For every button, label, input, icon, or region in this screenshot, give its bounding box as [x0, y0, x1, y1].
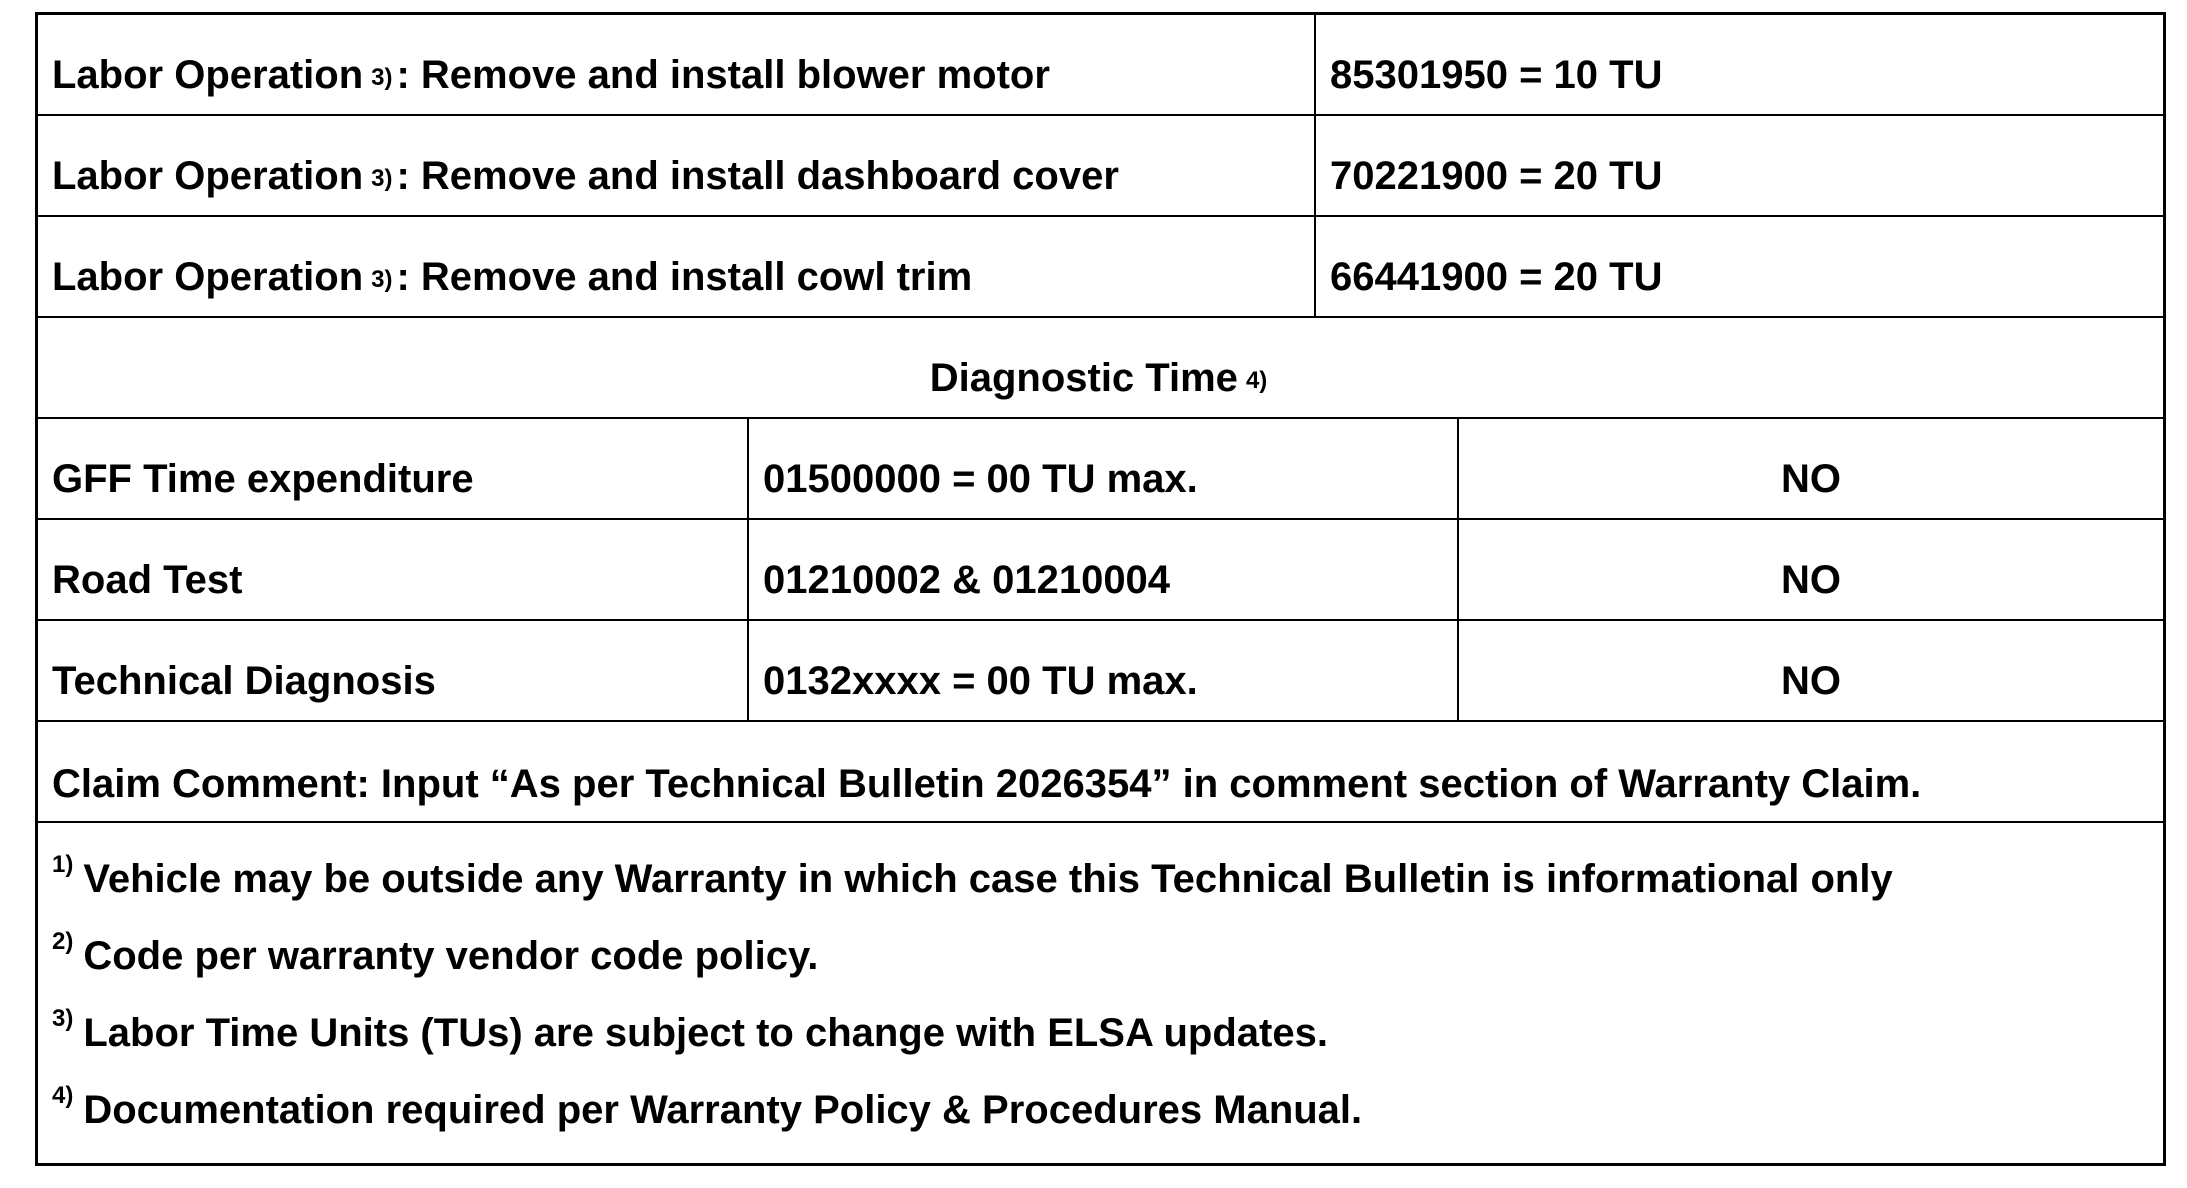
labor-operation-cell: Labor Operation $^{3)}$ : Remove and install dashboard cover: [52, 154, 1119, 198]
diagnostic-name-cell: [38, 520, 747, 619]
diagnostic-row: [38, 419, 2163, 520]
labor-code-cell: [1314, 217, 2163, 316]
labor-operation-desc: : Remove and install dashboard cover: [396, 154, 1119, 198]
footnote: [52, 995, 2149, 1072]
diagnostic-value: NO: [1781, 659, 1841, 703]
labor-code: 66441900 = 20 TU: [1330, 255, 1663, 299]
footnote: [52, 918, 2149, 995]
diagnostic-time-header: Diagnostic Time $^{4)}$: [929, 356, 1268, 400]
footnote-text: Code per warranty vendor code policy.: [83, 934, 819, 978]
footnote-marker: 3): [52, 1005, 74, 1032]
warranty-labor-table: [35, 12, 2166, 1166]
diagnostic-name: GFF Time expenditure: [52, 457, 474, 501]
diagnostic-value-cell: [1457, 621, 2163, 720]
footnote-text: Labor Time Units (TUs) are subject to change with ELSA updates.: [83, 1011, 1328, 1055]
diagnostic-name: Technical Diagnosis: [52, 659, 436, 703]
footnote-marker: 1): [52, 851, 74, 878]
footnote-text: Vehicle may be outside any Warranty in which case this Technical Bulletin is informational only: [83, 857, 1893, 901]
diagnostic-row: [38, 520, 2163, 621]
diagnostic-row: [38, 621, 2163, 722]
labor-code-cell: [1314, 15, 2163, 114]
diagnostic-time-label: Diagnostic Time: [929, 356, 1238, 400]
claim-comment: Claim Comment: Input “As per Technical Bulletin 2026354” in comment section of Warranty Claim.: [52, 762, 1922, 806]
diagnostic-value: NO: [1781, 457, 1841, 501]
footnote: [52, 1072, 2149, 1149]
footnote-marker: 4): [52, 1082, 74, 1109]
diagnostic-name: Road Test: [52, 558, 243, 602]
diagnostic-code-cell: [747, 621, 1457, 720]
labor-operation-desc: : Remove and install blower motor: [396, 53, 1050, 97]
labor-operation-label: Labor Operation: [52, 255, 364, 299]
diagnostic-code-cell: [747, 419, 1457, 518]
labor-operation-label: Labor Operation: [52, 53, 364, 97]
footnote-marker: 2): [52, 928, 74, 955]
diagnostic-code-cell: [747, 520, 1457, 619]
labor-operation-label: Labor Operation: [52, 154, 364, 198]
labor-operation-desc: : Remove and install cowl trim: [396, 255, 973, 299]
labor-operation-cell: Labor Operation $^{3)}$ : Remove and install cowl trim: [52, 255, 973, 299]
labor-operation-cell: Labor Operation $^{3)}$ : Remove and install blower motor: [52, 53, 1050, 97]
labor-code: 85301950 = 10 TU: [1330, 53, 1663, 97]
labor-operation-row: [38, 217, 2163, 318]
diagnostic-code: 01500000 = 00 TU max.: [763, 457, 1198, 501]
diagnostic-value-cell: [1457, 520, 2163, 619]
labor-operation-row: [38, 116, 2163, 217]
claim-comment-row: [38, 722, 2163, 823]
diagnostic-value-cell: [1457, 419, 2163, 518]
labor-operation-row: [38, 15, 2163, 116]
claim-comment-cell: [38, 722, 2163, 821]
diagnostic-name-cell: [38, 621, 747, 720]
footnote-text: Documentation required per Warranty Policy & Procedures Manual.: [83, 1088, 1363, 1132]
labor-code: 70221900 = 20 TU: [1330, 154, 1663, 198]
diagnostic-time-header-row: [38, 318, 2163, 419]
diagnostic-value: NO: [1781, 558, 1841, 602]
footnotes-section: [38, 823, 2163, 1163]
diagnostic-name-cell: [38, 419, 747, 518]
labor-code-cell: [1314, 116, 2163, 215]
footnote: [52, 841, 2149, 918]
diagnostic-code: 01210002 & 01210004: [763, 558, 1171, 602]
diagnostic-code: 0132xxxx = 00 TU max.: [763, 659, 1198, 703]
